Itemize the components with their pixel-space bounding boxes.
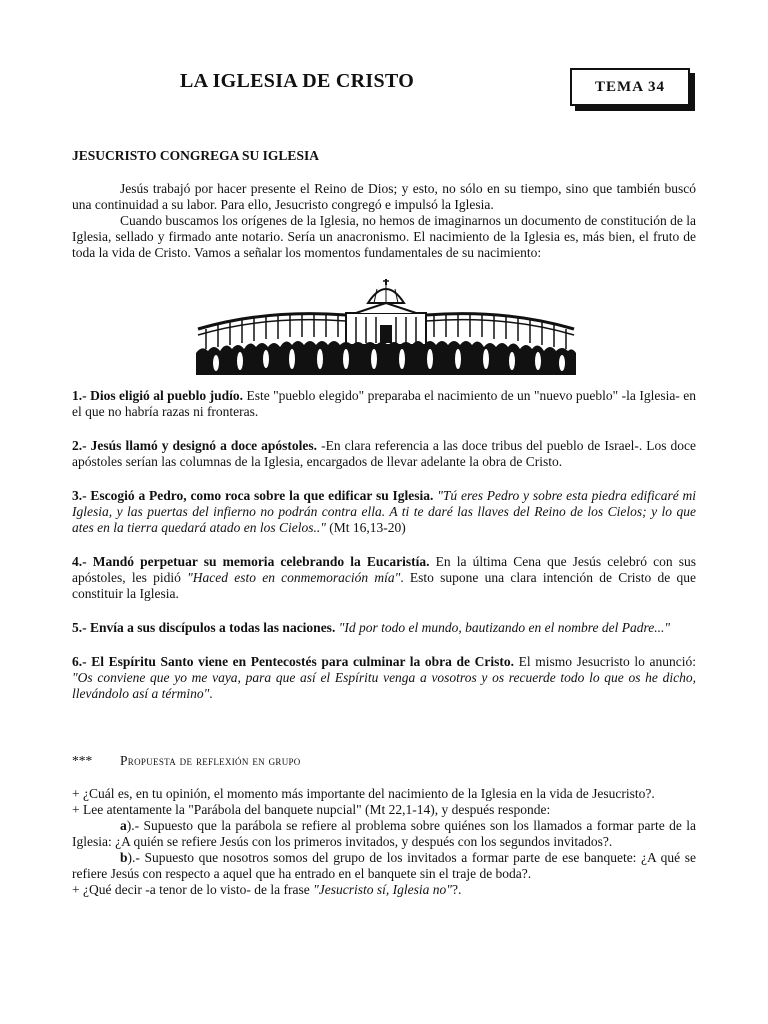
- section-heading: JESUCRISTO CONGREGA SU IGLESIA: [72, 148, 319, 163]
- point-quote: "Os conviene que yo me vaya, para que así el Espíritu venga a vosotros y os recuerde todo lo que os he dicho, llevándolo así a término": [72, 670, 696, 701]
- point-quote: "Haced esto en conmemoración mía": [187, 570, 401, 585]
- point-text: El mismo Jesucristo lo anunció:: [514, 654, 697, 669]
- point-heading: 6.- El Espíritu Santo viene en Pentecostés para culminar la obra de Cristo.: [72, 654, 514, 669]
- points-list: [72, 388, 696, 720]
- question-2b: [72, 850, 696, 882]
- point-item: [72, 620, 696, 636]
- point-text: -En clara referencia a las doce tribus del pueblo de Israel-. Los doce apóstoles serían las columnas de la Iglesia, encargados de llevar adelante la obra de Cristo.: [72, 438, 697, 469]
- question-3-text: + ¿Qué decir -a tenor de lo visto- de la frase: [72, 882, 314, 897]
- reflection-heading: [72, 753, 301, 769]
- point-heading: 4.- Mandó perpetuar su memoria celebrando la Eucaristía.: [72, 554, 430, 569]
- intro-section: [72, 181, 696, 261]
- point-quote: "Tú eres Pedro y sobre esta piedra edificaré mi Iglesia, y las puertas del infierno no podrán contra ella. A ti te daré las llaves del Reino de los Cielos; y lo que ates en la tierra quedará atado en los Cielos..": [72, 488, 697, 535]
- tema-badge: [570, 68, 690, 106]
- point-item: [72, 438, 696, 470]
- point-tail: . Esto supone una clara intención de Cristo de que constituir la Iglesia.: [72, 570, 696, 601]
- point-text: En la última Cena que Jesús celebró con sus apóstoles, les pidió: [72, 554, 696, 585]
- point-item: [72, 388, 696, 420]
- question-2a-text: ).- Supuesto que la parábola se refiere al problema sobre quiénes son los llamados a formar parte de la Iglesia: ¿A quién se refiere Jesús con los primeros invitados, y después con los segundos invitados?.: [72, 818, 696, 849]
- intro-paragraph-2: Cuando buscamos los orígenes de la Iglesia, no hemos de imaginarnos un documento de constitución de la Iglesia, sellado y firmado ante notario. Sería un anacronismo. El nacimiento de la Iglesia es, más bien, el fruto de toda la vida de Cristo. Vamos a señalar los momentos fundamentales de su nacimiento:: [72, 213, 696, 260]
- question-2: + Lee atentamente la "Parábola del banquete nupcial" (Mt 22,1-14), y después responde:: [72, 802, 551, 817]
- point-heading: 5.- Envía a sus discípulos a todas las naciones.: [72, 620, 336, 635]
- point-reference: (Mt 16,13-20): [325, 520, 406, 535]
- question-2a: [72, 818, 696, 850]
- reflection-title: Propuesta de reflexión en grupo: [120, 753, 301, 768]
- point-item: [72, 554, 696, 602]
- question-3-tail: ?.: [451, 882, 462, 897]
- question-3: [72, 882, 696, 898]
- point-item: [72, 488, 696, 536]
- point-heading: 3.- Escogió a Pedro, como roca sobre la que edificar su Iglesia.: [72, 488, 434, 503]
- point-heading: 2.- Jesús llamó y designó a doce apóstoles.: [72, 438, 318, 453]
- question-2b-label: b: [120, 850, 128, 865]
- reflection-questions: [72, 786, 696, 898]
- question-2a-label: a: [120, 818, 127, 833]
- question-2b-text: ).- Supuesto que nosotros somos del grupo de los invitados a formar parte de ese banquete: ¿A qué se refiere Jesús con respecto a aquel que ha entrado en el banquete sin el traje de boda?.: [72, 850, 696, 881]
- point-heading: 1.- Dios eligió al pueblo judío.: [72, 388, 244, 403]
- question-1: + ¿Cuál es, en tu opinión, el momento más importante del nacimiento de la Iglesia en la vida de Jesucristo?.: [72, 786, 655, 801]
- point-item: [72, 654, 696, 702]
- reflection-stars: ***: [72, 753, 93, 768]
- point-tail: .: [209, 686, 213, 701]
- document-title: LA IGLESIA DE CRISTO: [180, 70, 415, 92]
- tema-label: TEMA 34: [595, 78, 665, 95]
- intro-paragraph-1: Jesús trabajó por hacer presente el Reino de Dios; y esto, no sólo en su tiempo, sino que también buscó una continuidad a su labor. Para ello, Jesucristo congregó e impulsó la Iglesia.: [72, 181, 696, 212]
- point-quote: "Id por todo el mundo, bautizando en el nombre del Padre...": [338, 620, 671, 635]
- question-3-quote: "Jesucristo sí, Iglesia no": [313, 882, 452, 897]
- basilica-crowd-illustration: [196, 279, 576, 375]
- point-text: Este "pueblo elegido" preparaba el nacimiento de un "nuevo pueblo" -la Iglesia- en el que no habría razas ni fronteras.: [72, 388, 696, 419]
